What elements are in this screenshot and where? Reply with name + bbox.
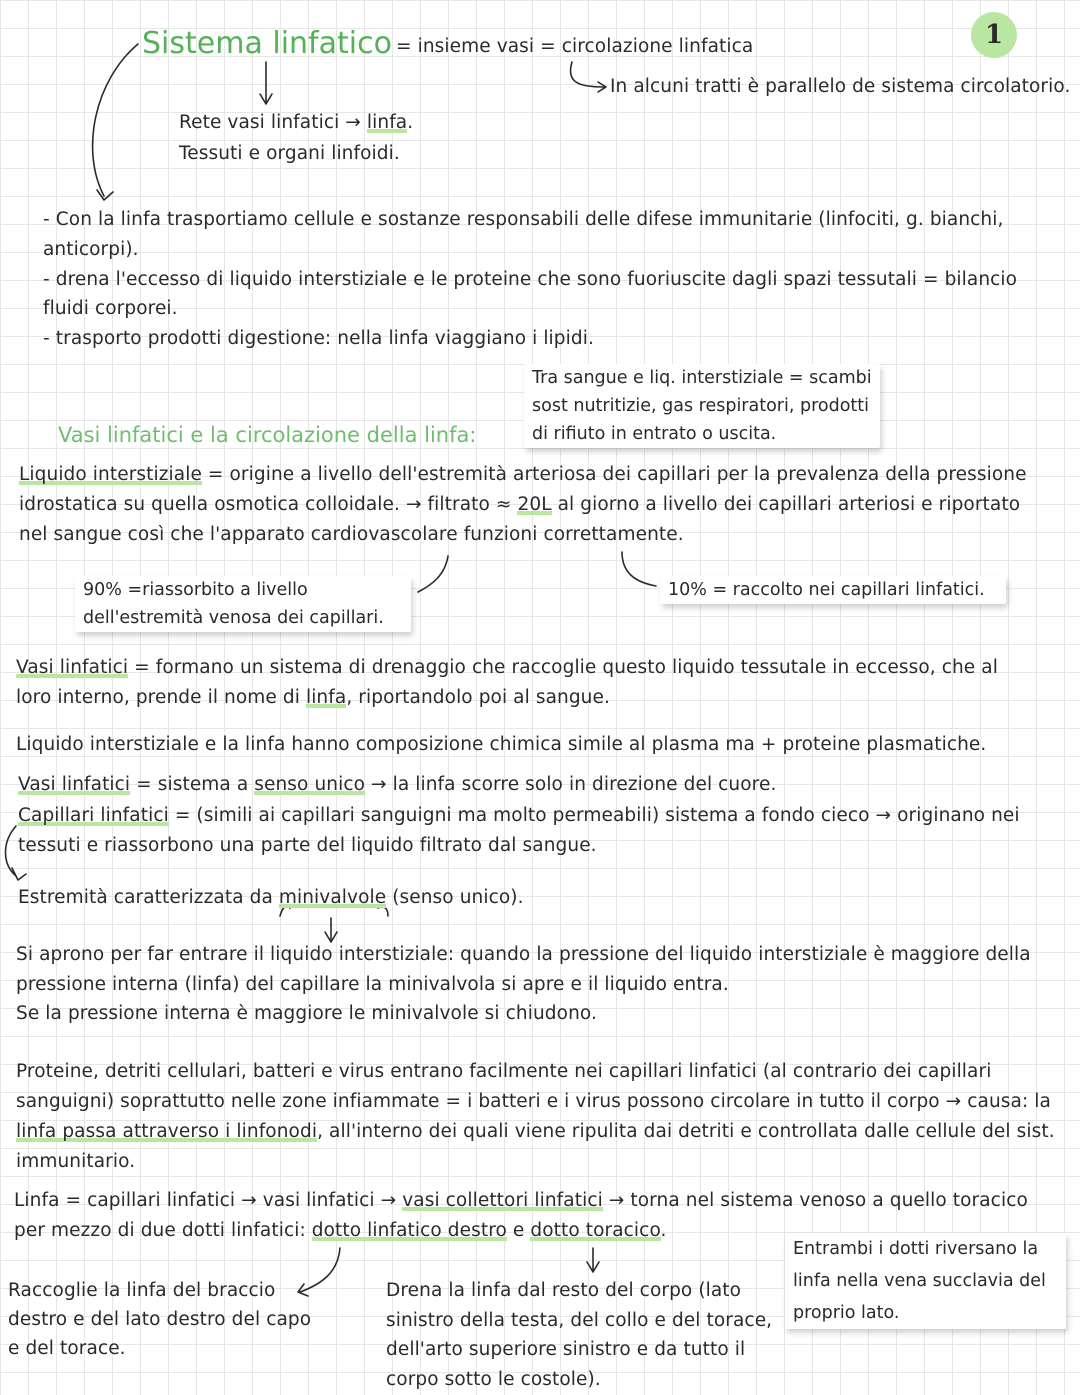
thoracic-duct-line: Drena la linfa dal resto del corpo (lato bbox=[386, 1280, 742, 1301]
arrow-head-icon bbox=[97, 190, 113, 200]
capillaries-line: tessuti e riassorbono una parte del liquido filtrato dal sangue. bbox=[18, 835, 597, 856]
proteins-line: sanguigni) soprattutto nelle zone infiammate = i batteri e i virus possono circolare in tutto il corpo → causa: la bbox=[16, 1091, 1051, 1112]
valves-open-line: pressione interna (linfa) del capillare la minivalvola si apre e il liquido entra. bbox=[16, 974, 729, 995]
function-line: - Con la linfa trasportiamo cellule e sostanze responsabili delle difese immunitarie (linfociti, g. bianchi, bbox=[43, 209, 1004, 230]
proteins-line: linfa passa attraverso i linfonodi, all'interno dei quali viene ripulita dai detriti e controllata dalle cellule del sist. bbox=[16, 1121, 1055, 1142]
vasi-line: loro interno, prende il nome di linfa, riportandolo poi al sangue. bbox=[16, 687, 610, 708]
page-number-badge: 1 bbox=[971, 12, 1017, 58]
right-duct-line: destro e del lato destro del capo bbox=[8, 1309, 312, 1330]
collected-10-box: 10% = raccolto nei capillari linfatici. bbox=[660, 576, 1006, 604]
interstitial-line: idrostatica su quella osmotica colloidale. → filtrato ≈ 20L al giorno a livello dei capillari arteriosi e riportato bbox=[19, 494, 1021, 515]
function-line: fluidi corporei. bbox=[43, 298, 178, 319]
page-title: Sistema linfatico bbox=[142, 26, 392, 61]
interstitial-line: nel sangue così che l'apparato cardiovascolare funzioni correttamente. bbox=[19, 524, 684, 545]
subclavian-note-box: Entrambi i dotti riversano la linfa nella vena succlavia del proprio lato. bbox=[785, 1233, 1066, 1329]
valves-open-line: Si aprono per far entrare il liquido interstiziale: quando la pressione del liquido interstiziale è maggiore della bbox=[16, 944, 1031, 965]
thoracic-duct-line: dell'arto superiore sinistro e da tutto il bbox=[386, 1339, 746, 1360]
proteins-line: Proteine, detriti cellulari, batteri e virus entrano facilmente nei capillari linfatici (al contrario dei capillari bbox=[16, 1061, 992, 1082]
proteins-line: immunitario. bbox=[16, 1151, 136, 1172]
curve-left-arrow-icon bbox=[418, 556, 448, 592]
curve-right-arrow-icon bbox=[622, 552, 656, 586]
vasi-line: Vasi linfatici = formano un sistema di drenaggio che raccoglie questo liquido tessutale in eccesso, che al bbox=[16, 657, 998, 678]
section-title: Vasi linfatici e la circolazione della linfa: bbox=[58, 423, 477, 447]
composition-line: Liquido interstiziale e la linfa hanno composizione chimica simile al plasma ma + proteine plasmatiche. bbox=[16, 734, 987, 755]
flow-line: Linfa = capillari linfatici → vasi linfatici → vasi collettori linfatici → torna nel sistema venoso a quello toracico bbox=[14, 1190, 1028, 1211]
parallel-note: In alcuni tratti è parallelo de sistema circolatorio. bbox=[610, 76, 1071, 97]
subtopic-tissues: Tessuti e organi linfoidi. bbox=[179, 143, 400, 164]
function-line: - drena l'eccesso di liquido interstiziale e le proteine che sono fuoriuscite dagli spazi tessutali = bilancio bbox=[43, 269, 1018, 290]
subtopic-vessels: Rete vasi linfatici → linfa. bbox=[179, 112, 414, 133]
title-definition: = insieme vasi = circolazione linfatica bbox=[396, 36, 754, 57]
flow-line: per mezzo di due dotti linfatici: dotto linfatico destro e dotto toracico. bbox=[14, 1220, 667, 1241]
one-way-line: Vasi linfatici = sistema a senso unico → la linfa scorre solo in direzione del cuore. bbox=[18, 774, 777, 795]
duct-left-arrow-icon bbox=[300, 1248, 340, 1292]
thoracic-duct-line: sinistro della testa, del collo e del torace, bbox=[386, 1310, 773, 1331]
reabsorbed-90-box: 90% =riassorbito a livello dell'estremità venosa dei capillari. bbox=[75, 576, 411, 632]
capillaries-line: Capillari linfatici = (simili ai capillari sanguigni ma molto permeabili) sistema a fondo cieco → originano nei bbox=[18, 805, 1020, 826]
bracket-arrow-icon bbox=[6, 826, 17, 876]
valves-open-line: Se la pressione interna è maggiore le minivalvole si chiudono. bbox=[16, 1003, 597, 1024]
function-line: - trasporto prodotti digestione: nella linfa viaggiano i lipidi. bbox=[43, 328, 594, 349]
right-duct-line: Raccoglie la linfa del braccio bbox=[8, 1280, 276, 1301]
interstitial-line: Liquido interstiziale = origine a livello dell'estremità arteriosa dei capillari per la prevalenza della pressione bbox=[19, 464, 1027, 485]
curved-arrow-icon bbox=[93, 44, 138, 196]
valves-line: Estremità caratterizzata da minivalvole (senso unico). bbox=[18, 887, 524, 908]
right-duct-line: e del torace. bbox=[8, 1338, 126, 1359]
thoracic-duct-line: corpo sotto le costole). bbox=[386, 1369, 601, 1390]
exchange-note-box: Tra sangue e liq. interstiziale = scambi sost nutritizie, gas respiratori, prodotti di rifiuto in entrato o uscita. bbox=[524, 364, 880, 448]
function-line: anticorpi). bbox=[43, 239, 139, 260]
